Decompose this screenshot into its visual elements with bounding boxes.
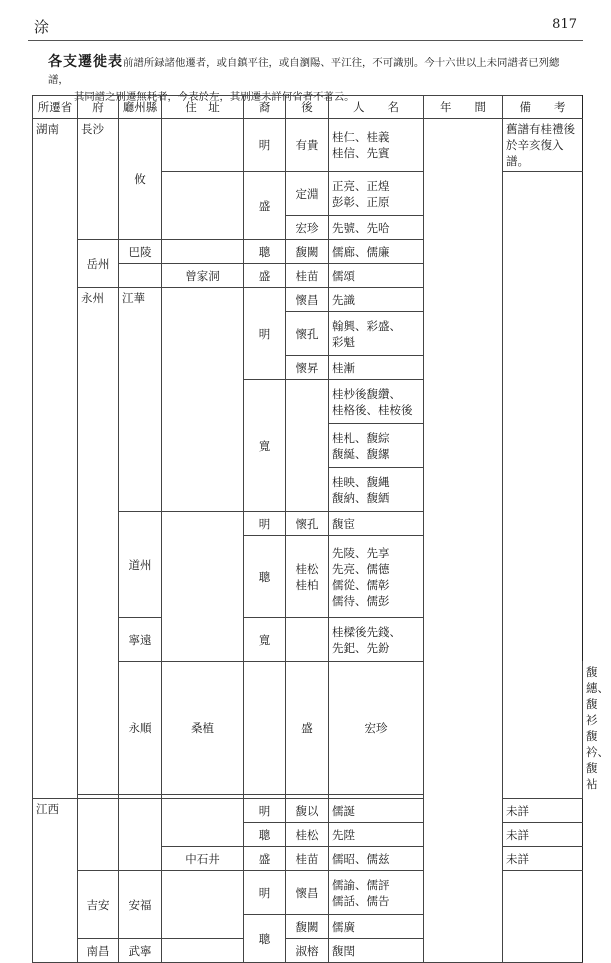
- names-cell: 先識: [329, 288, 424, 312]
- residence-cell: [162, 119, 244, 172]
- col-province: 所遷省: [33, 96, 78, 119]
- descent-cell: 明: [244, 512, 286, 536]
- names-cell: 先號、先哈: [329, 216, 424, 240]
- county-cell: 道州: [119, 512, 162, 618]
- name-line: 馥納、馥絤: [332, 490, 390, 505]
- name-line: 桂札、馥綜: [332, 430, 390, 445]
- name-line: 正亮、正煌: [332, 178, 390, 193]
- name-line: 翰興、彩盛、: [332, 318, 401, 333]
- col-remarks: 備 考: [503, 96, 583, 119]
- descendant-cell: 淑榕: [286, 939, 329, 963]
- header-rule: [28, 40, 583, 41]
- descent-cell: 聰: [244, 240, 286, 264]
- descent-cell: 盛: [286, 662, 329, 795]
- intro-line-1: 前譜所録諸他遷者，或自鎮平往，或自瀏陽、平江往，不可識別。今十六世以上未同譜者已列總譜，: [48, 57, 560, 86]
- descendant-cell: 有貴: [286, 119, 329, 172]
- remark-cell: 未詳: [503, 847, 583, 871]
- col-prefecture: 府: [78, 96, 119, 119]
- name-line: 先亮、儒德: [332, 561, 390, 576]
- migration-table: [32, 95, 609, 963]
- descendant-cell: 宏珍: [329, 662, 424, 795]
- name-line: 儒待、儒彭: [332, 593, 390, 608]
- names-cell: [329, 618, 424, 662]
- col-descendants: 後: [286, 96, 329, 119]
- descendant-cell: 懷昌: [286, 871, 329, 915]
- name-line: 儒諭、儒評: [332, 877, 390, 892]
- descent-cell: 明: [244, 799, 286, 823]
- residence-cell: 中石井: [162, 847, 244, 871]
- descendant-cell: 馥闕: [286, 240, 329, 264]
- county-cell: 桑植: [162, 662, 244, 795]
- names-cell: [329, 312, 424, 356]
- residence-cell: [244, 662, 286, 795]
- names-cell: 儒廣: [329, 915, 424, 939]
- descendant-cell: 馥闕: [286, 915, 329, 939]
- name-line: 彩魁: [332, 334, 355, 349]
- county-cell: 江華: [119, 288, 162, 512]
- descent-cell: 明: [244, 119, 286, 172]
- descendant-cell: 桂松: [286, 823, 329, 847]
- prefecture-cell: 永州: [78, 288, 119, 795]
- col-descent: 裔: [244, 96, 286, 119]
- descent-cell: 寬: [244, 618, 286, 662]
- county-cell: 安福: [119, 871, 162, 939]
- name-line: 先釲、先鈖: [332, 640, 390, 655]
- residence-cell: [162, 240, 244, 264]
- descendant-cell: 懷昌: [286, 288, 329, 312]
- descendant-cell: 宏珍: [286, 216, 329, 240]
- residence-cell: [162, 512, 244, 662]
- descent-cell: 明: [244, 871, 286, 915]
- descent-cell: 聰: [244, 915, 286, 963]
- name-line: 桂杪後馥纘、: [332, 386, 401, 401]
- residence-cell: [162, 288, 244, 512]
- descent-cell: 盛: [244, 847, 286, 871]
- names-cell: [329, 119, 424, 172]
- names-cell: 儒廊、儒廉: [329, 240, 424, 264]
- descent-cell: 聰: [244, 823, 286, 847]
- descent-cell: 聰: [244, 536, 286, 618]
- names-cell: 馥宦: [329, 512, 424, 536]
- name-line: 彭彰、正原: [332, 194, 390, 209]
- county-cell: [119, 264, 162, 288]
- table-row: [33, 119, 583, 172]
- remark-cell: 未詳: [503, 823, 583, 847]
- residence-cell: [162, 172, 244, 240]
- descendant-line: 桂松: [295, 561, 319, 576]
- descendant-cell: 懷孔: [286, 312, 329, 356]
- descendant-cell: [286, 618, 329, 662]
- prefecture-cell: [78, 799, 119, 871]
- county-cell: 寧遠: [119, 618, 162, 662]
- descendant-cell: [286, 380, 329, 512]
- surname-header: 涂: [34, 18, 50, 36]
- period-cell: [424, 119, 503, 963]
- province-cell: 湖南: [33, 119, 78, 799]
- names-cell: [329, 172, 424, 216]
- names-cell: [329, 871, 424, 915]
- prefecture-cell: 南昌: [78, 939, 119, 963]
- residence-cell: [162, 939, 244, 963]
- prefecture-cell: 長沙: [78, 119, 119, 240]
- table-row: 永順 桑植 盛 宏珍 馥繐、馥衫 馥衿、馥袩: [33, 662, 583, 795]
- names-cell: [329, 424, 424, 468]
- name-line: 桂格後、桂桉後: [332, 402, 413, 417]
- names-cell: 先陞: [329, 823, 424, 847]
- descent-cell: 盛: [244, 172, 286, 240]
- table-title: 各支遷徙表: [48, 54, 123, 70]
- county-cell: 攸: [119, 119, 162, 240]
- col-period: 年 間: [424, 96, 503, 119]
- intro-line-2: 其同譜之別遷無耗者，今表於左，其別遷未詳何省者不著云。: [74, 91, 355, 103]
- name-line: 儒從、儒彰: [332, 577, 390, 592]
- names-cell: 儒昭、儒兹: [329, 847, 424, 871]
- names-cell: 儒誕: [329, 799, 424, 823]
- page-number: 817: [552, 17, 577, 32]
- col-names: 人 名: [329, 96, 424, 119]
- names-cell: [329, 468, 424, 512]
- county-cell: [119, 799, 162, 871]
- name-line: 桂映、馥縄: [332, 474, 390, 489]
- descendant-cell: [286, 536, 329, 618]
- descendant-line: 桂柏: [295, 577, 319, 592]
- province-cell: 江西: [33, 799, 78, 963]
- prefecture-cell: 永順: [119, 662, 162, 795]
- name-line: 先陵、先享: [332, 545, 390, 560]
- residence-cell: 曾家洞: [162, 264, 244, 288]
- name-line: 桂信、先賓: [332, 146, 390, 160]
- name-line: 桂樑後先錢、: [332, 624, 401, 639]
- residence-cell: [162, 799, 244, 847]
- names-cell: [329, 536, 424, 618]
- header-row: [33, 96, 583, 119]
- remark-cell: 舊譜有桂禮後於辛亥復入譜。: [503, 119, 583, 172]
- names-cell: 儒頌: [329, 264, 424, 288]
- col-residence: 住 址: [162, 96, 244, 119]
- col-county: 廳州縣: [119, 96, 162, 119]
- remark-cell: [503, 871, 583, 963]
- name-line: 桂仁、桂義: [332, 130, 390, 144]
- names-cell: 馥閏: [329, 939, 424, 963]
- prefecture-cell: 吉安: [78, 871, 119, 939]
- names-cell: [329, 380, 424, 424]
- descendant-cell: 桂苗: [286, 847, 329, 871]
- names-cell: 桂漸: [329, 356, 424, 380]
- remark-cell: [503, 172, 583, 799]
- descent-cell: 寬: [244, 380, 286, 512]
- descendant-cell: 定淵: [286, 172, 329, 216]
- descendant-cell: 桂苗: [286, 264, 329, 288]
- prefecture-cell: 岳州: [78, 240, 119, 288]
- descendant-cell: 懷昇: [286, 356, 329, 380]
- residence-cell: [162, 871, 244, 939]
- county-cell: 巴陵: [119, 240, 162, 264]
- descendant-cell: 馥以: [286, 799, 329, 823]
- remark-cell: 未詳: [503, 799, 583, 823]
- running-head: [34, 16, 577, 36]
- county-cell: 武寧: [119, 939, 162, 963]
- name-line: 馥綖、馥縲: [332, 446, 390, 461]
- descendant-cell: 懷孔: [286, 512, 329, 536]
- descent-cell: 盛: [244, 264, 286, 288]
- name-line: 儒話、儒告: [332, 893, 390, 908]
- descent-cell: 明: [244, 288, 286, 380]
